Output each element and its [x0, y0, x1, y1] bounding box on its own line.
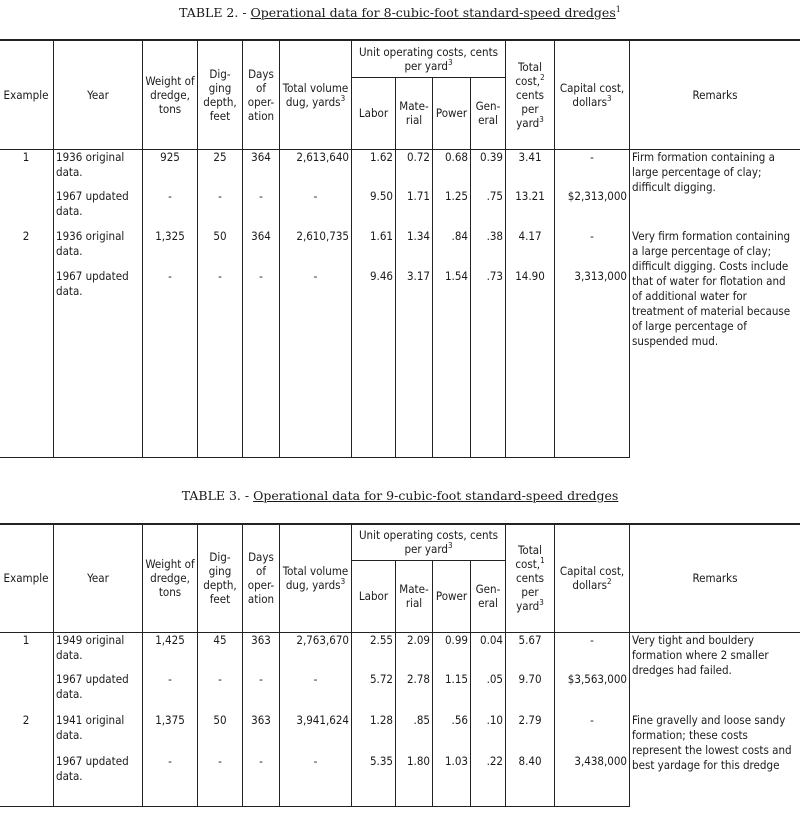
cell-depth: 25 [198, 149, 243, 189]
col-days-header: Days of oper- ation [243, 40, 280, 149]
header-text: Total cost, [515, 543, 542, 572]
cell-volume: - [280, 754, 352, 806]
col-labor-header: Labor [352, 77, 396, 149]
cell-weight: - [143, 189, 198, 229]
col-unit-costs-header [352, 524, 506, 560]
cell-days: 364 [243, 229, 280, 269]
col-general-header: Gen- eral [471, 77, 506, 149]
cell-labor: 5.72 [352, 672, 396, 713]
col-total-cost-header [506, 40, 555, 149]
cell-example: 1 [0, 149, 54, 189]
col-example-header: Example [0, 524, 54, 632]
col-capital-header [555, 40, 630, 149]
cell-year: 1941 original data. [54, 713, 143, 754]
cell-weight: 1,375 [143, 713, 198, 754]
cell-remarks: Very tight and bouldery formation where 2 smaller dredges had failed. [630, 632, 800, 713]
cell-material: 1.34 [396, 229, 433, 269]
table2-caption [0, 6, 800, 20]
cell-year: 1936 original data. [54, 149, 143, 189]
cell-capital: $3,563,000 [555, 672, 630, 713]
cell-material: .85 [396, 713, 433, 754]
cell-general: 0.04 [471, 632, 506, 672]
header-text: Total volume dug, yards [282, 80, 349, 109]
header-text: Total volume dug, yards [282, 564, 349, 593]
cell-labor: 2.55 [352, 632, 396, 672]
col-remarks-header: Remarks [630, 524, 800, 632]
cell-total: 4.17 [506, 229, 555, 269]
cell-example [0, 269, 54, 457]
cell-days: - [243, 269, 280, 457]
cell-weight: 925 [143, 149, 198, 189]
cell-labor: 5.35 [352, 754, 396, 806]
cell-material: 2.78 [396, 672, 433, 713]
header-text: Unit operating costs, cents per yard [358, 44, 499, 73]
cell-total: 13.21 [506, 189, 555, 229]
cell-year: 1967 updated data. [54, 189, 143, 229]
cell-power: .84 [433, 229, 471, 269]
cell-example: 2 [0, 713, 54, 754]
cell-general: .38 [471, 229, 506, 269]
col-volume-header [280, 524, 352, 632]
cell-volume: 2,610,735 [280, 229, 352, 269]
cell-days: 363 [243, 713, 280, 754]
footnote-marker: 2 [540, 72, 545, 82]
cell-labor: 9.46 [352, 269, 396, 457]
cell-capital: - [555, 713, 630, 754]
col-volume-header [280, 40, 352, 149]
cell-remarks: Firm formation containing a large percentage of clay; difficult digging. [630, 149, 800, 229]
cell-material: 3.17 [396, 269, 433, 457]
cell-general: .73 [471, 269, 506, 457]
col-days-header: Days of oper- ation [243, 524, 280, 632]
header-text: Total cost, [515, 59, 542, 88]
cell-example: 1 [0, 632, 54, 672]
col-depth-header: Dig- ging depth, feet [198, 40, 243, 149]
table2-caption-label: TABLE 2. - [179, 5, 247, 20]
cell-material: 1.80 [396, 754, 433, 806]
table3-caption-title: Operational data for 9-cubic-foot standard-speed dredges [253, 488, 619, 503]
footnote-marker: 2 [607, 577, 612, 587]
cell-general: .10 [471, 713, 506, 754]
cell-power: 1.15 [433, 672, 471, 713]
cell-weight: - [143, 269, 198, 457]
col-general-header: Gen- eral [471, 560, 506, 632]
footnote-marker: 3 [539, 114, 544, 124]
cell-material: 0.72 [396, 149, 433, 189]
cell-general: .05 [471, 672, 506, 713]
cell-example [0, 672, 54, 713]
header-text: Unit operating costs, cents per yard [358, 528, 499, 557]
cell-general: .22 [471, 754, 506, 806]
cell-capital: - [555, 632, 630, 672]
col-power-header: Power [433, 77, 471, 149]
col-year-header: Year [54, 524, 143, 632]
cell-depth: - [198, 672, 243, 713]
footnote-marker: 3 [340, 93, 346, 103]
cell-depth: 50 [198, 229, 243, 269]
cell-days: - [243, 189, 280, 229]
cell-depth: 45 [198, 632, 243, 672]
cell-weight: - [143, 754, 198, 806]
col-capital-header [555, 524, 630, 632]
footnote-marker: 3 [607, 93, 612, 103]
cell-year: 1967 updated data. [54, 672, 143, 713]
cell-weight: - [143, 672, 198, 713]
cell-labor: 1.28 [352, 713, 396, 754]
cell-total: 9.70 [506, 672, 555, 713]
col-weight-header: Weight of dredge, tons [143, 40, 198, 149]
col-material-header: Mate- rial [396, 560, 433, 632]
table3-caption-label: TABLE 3. - [181, 488, 250, 503]
col-example-header: Example [0, 40, 54, 149]
cell-total: 5.67 [506, 632, 555, 672]
cell-example [0, 189, 54, 229]
col-year-header: Year [54, 40, 143, 149]
table2-caption-note: 1 [615, 4, 621, 14]
table-row [0, 713, 800, 754]
col-remarks-header: Remarks [630, 40, 800, 149]
header-text: Capital cost, dollars [559, 80, 625, 109]
cell-year: 1949 original data. [54, 632, 143, 672]
cell-labor: 9.50 [352, 189, 396, 229]
col-depth-header: Dig- ging depth, feet [198, 524, 243, 632]
cell-general: 0.39 [471, 149, 506, 189]
cell-capital: 3,438,000 [555, 754, 630, 806]
col-unit-costs-header [352, 40, 506, 77]
col-total-cost-header [506, 524, 555, 632]
cell-volume: 2,763,670 [280, 632, 352, 672]
cell-year: 1936 original data. [54, 229, 143, 269]
cell-power: 1.25 [433, 189, 471, 229]
cell-power: 1.03 [433, 754, 471, 806]
col-weight-header: Weight of dredge, tons [143, 524, 198, 632]
table-row [0, 149, 800, 189]
cell-weight: 1,325 [143, 229, 198, 269]
table2 [0, 39, 800, 458]
cell-material: 2.09 [396, 632, 433, 672]
footnote-marker: 3 [448, 57, 453, 67]
col-material-header: Mate- rial [396, 77, 433, 149]
table2-caption-title: Operational data for 8-cubic-foot standard-speed dredges [250, 5, 616, 20]
cell-volume: - [280, 269, 352, 457]
cell-depth: - [198, 189, 243, 229]
cell-days: - [243, 672, 280, 713]
cell-power: 1.54 [433, 269, 471, 457]
cell-power: 0.99 [433, 632, 471, 672]
cell-remarks: Very firm formation containing a large percentage of clay; difficult digging. Costs include that of water for flotation and of additional water for treatment of material because of large percentage of suspended mud. [630, 229, 800, 457]
cell-power: .56 [433, 713, 471, 754]
cell-volume: 3,941,624 [280, 713, 352, 754]
footnote-marker: 3 [448, 541, 453, 551]
cell-days: - [243, 754, 280, 806]
cell-depth: - [198, 269, 243, 457]
cell-days: 363 [243, 632, 280, 672]
cell-total: 8.40 [506, 754, 555, 806]
cell-depth: - [198, 754, 243, 806]
footnote-marker: 1 [540, 556, 545, 566]
cell-days: 364 [243, 149, 280, 189]
col-labor-header: Labor [352, 560, 396, 632]
table3 [0, 523, 800, 807]
table-row [0, 229, 800, 269]
cell-total: 14.90 [506, 269, 555, 457]
cell-capital: - [555, 149, 630, 189]
table-row [0, 632, 800, 672]
cell-weight: 1,425 [143, 632, 198, 672]
cell-capital: - [555, 229, 630, 269]
table3-caption [0, 489, 800, 503]
cell-volume: - [280, 189, 352, 229]
cell-labor: 1.62 [352, 149, 396, 189]
cell-volume: 2,613,640 [280, 149, 352, 189]
cell-year: 1967 updated data. [54, 754, 143, 806]
cell-capital: 3,313,000 [555, 269, 630, 457]
cell-example [0, 754, 54, 806]
cell-total: 3.41 [506, 149, 555, 189]
cell-remarks: Fine gravelly and loose sandy formation; these costs represent the lowest costs and best yardage for this dredge [630, 713, 800, 806]
header-text: cents per yard [515, 87, 545, 130]
header-text: cents per yard [515, 571, 545, 614]
cell-year: 1967 updated data. [54, 269, 143, 457]
cell-power: 0.68 [433, 149, 471, 189]
cell-example: 2 [0, 229, 54, 269]
cell-capital: $2,313,000 [555, 189, 630, 229]
cell-total: 2.79 [506, 713, 555, 754]
cell-labor: 1.61 [352, 229, 396, 269]
footnote-marker: 3 [340, 577, 346, 587]
header-text: Capital cost, dollars [559, 564, 625, 593]
cell-volume: - [280, 672, 352, 713]
col-power-header: Power [433, 560, 471, 632]
footnote-marker: 3 [539, 598, 544, 608]
cell-depth: 50 [198, 713, 243, 754]
cell-general: .75 [471, 189, 506, 229]
cell-material: 1.71 [396, 189, 433, 229]
